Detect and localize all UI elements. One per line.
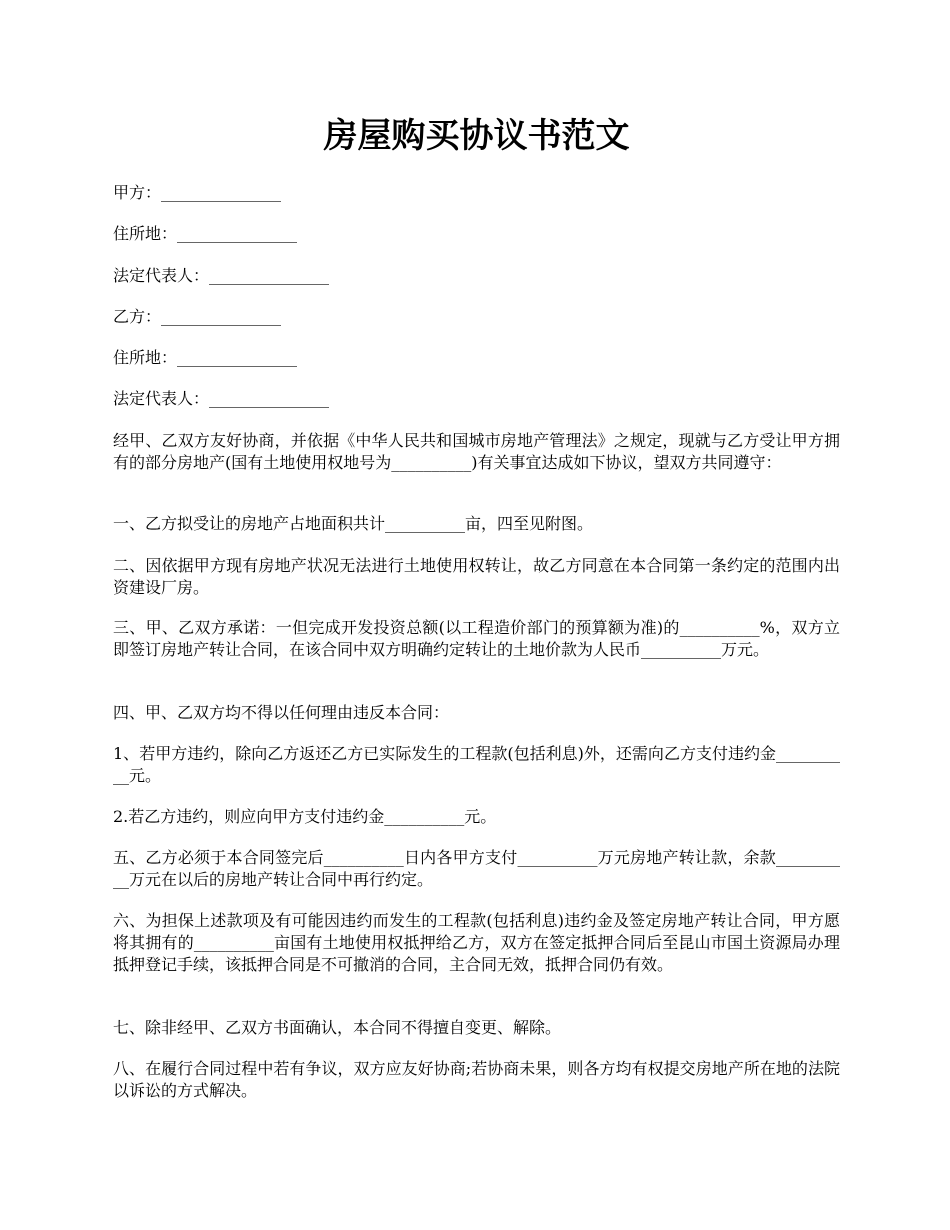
- party-b-representative-field: 法定代表人：_______________: [113, 389, 330, 408]
- clause-2: 二、因依据甲方现有房地产状况无法进行土地使用权转让，故乙方同意在本合同第一条约定的范围内出资建设厂房。: [113, 556, 840, 597]
- party-a-representative-field: 法定代表人：_______________: [113, 266, 330, 285]
- clause-4-2: 2.若乙方违约，则应向甲方支付违约金__________元。: [113, 807, 497, 826]
- clause-3: 三、甲、乙双方承诺：一但完成开发投资总额(以工程造价部门的预算额为准)的__________%，双方立即签订房地产转让合同，在该合同中双方明确约定转让的土地价款为人民币__________万元。: [113, 618, 840, 659]
- clause-1: 一、乙方拟受让的房地产占地面积共计__________亩，四至见附图。: [113, 514, 594, 533]
- party-a-field: 甲方：_______________: [113, 183, 282, 202]
- clause-4-1: 1、若甲方违约，除向乙方返还乙方已实际发生的工程款(包括利息)外，还需向乙方支付违约金__________元。: [113, 744, 840, 785]
- clause-6: 六、为担保上述款项及有可能因违约而发生的工程款(包括利息)违约金及签定房地产转让合同，甲方愿将其拥有的__________亩国有土地使用权抵押给乙方，双方在签定抵押合同后至昆山市国土资源局办理抵押登记手续，该抵押合同是不可撤消的合同，主合同无效，抵押合同仍有效。: [113, 911, 840, 974]
- clause-4: 四、甲、乙双方均不得以任何理由违反本合同：: [113, 703, 450, 722]
- clause-5: 五、乙方必须于本合同签完后__________日内各甲方支付__________万元房地产转让款，余款__________万元在以后的房地产转让合同中再行约定。: [113, 848, 840, 889]
- party-b-address-field: 住所地：_______________: [113, 348, 298, 367]
- clause-8: 八、在履行合同过程中若有争议，双方应友好协商;若协商未果，则各方均有权提交房地产所在地的法院以诉讼的方式解决。: [113, 1059, 840, 1100]
- document-title: 房屋购买协议书范文: [323, 116, 630, 156]
- party-a-address-field: 住所地：_______________: [113, 224, 298, 243]
- party-b-field: 乙方：_______________: [113, 307, 282, 326]
- clause-7: 七、除非经甲、乙双方书面确认，本合同不得擅自变更、解除。: [113, 1018, 562, 1037]
- intro-paragraph: 经甲、乙双方友好协商，并依据《中华人民共和国城市房地产管理法》之规定，现就与乙方受让甲方拥有的部分房地产(国有土地使用权地号为__________)有关事宜达成如下协议，望双方共同遵守：: [113, 431, 840, 472]
